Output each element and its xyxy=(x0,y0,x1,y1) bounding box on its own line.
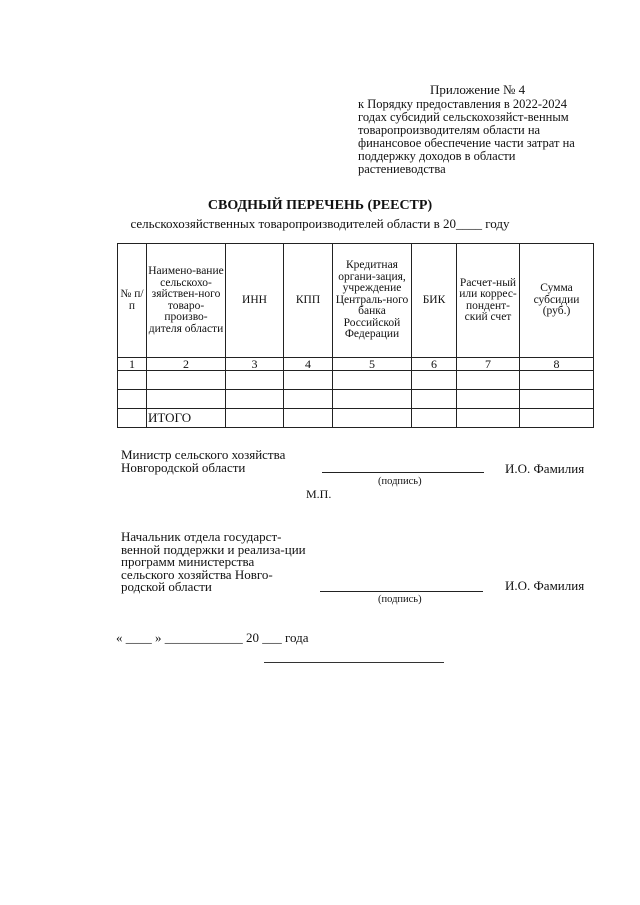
header-kpp: КПП xyxy=(284,244,333,358)
signature1-name: И.О. Фамилия xyxy=(505,461,585,476)
footer-divider xyxy=(264,662,444,663)
header-producer-name: Наимено-вание сельскохо-зяйствен-ного товаро-произво-дителя области xyxy=(147,244,226,358)
signature2-name: И.О. Фамилия xyxy=(505,578,585,593)
header-subsidy-amount: Сумма субсидии (руб.) xyxy=(520,244,594,358)
appendix-text: к Порядку предоставления в 2022-2024 годах субсидий сельскохозяйст-венным товаропроизводителям области на финансовое обеспечение части затрат на поддержку доходов в области растениеводства xyxy=(358,97,575,176)
document-title: СВОДНЫЙ ПЕРЕЧЕНЬ (РЕЕСТР) xyxy=(207,198,433,213)
header-number: № п/п xyxy=(118,244,147,358)
table-row xyxy=(118,390,594,409)
date-line: « ____ » ____________ 20 ___ года xyxy=(116,630,309,645)
header-credit-organization: Кредитная органи-зация, учреждение Централь-ного банка Российской Федерации xyxy=(333,244,412,358)
header-account: Расчет-ный или коррес-пондент-ский счет xyxy=(457,244,520,358)
appendix-title: Приложение № 4 xyxy=(430,82,526,97)
column-number: 6 xyxy=(412,358,457,371)
header-inn: ИНН xyxy=(226,244,284,358)
signature1-caption: (подпись) xyxy=(378,476,422,487)
registry-table xyxy=(117,243,594,428)
total-row xyxy=(118,409,594,428)
signature1-title: Министр сельского хозяйства Новгородской области xyxy=(121,447,286,475)
header-bik: БИК xyxy=(412,244,457,358)
column-number: 1 xyxy=(118,358,147,371)
table-header-row xyxy=(118,244,594,358)
column-number: 5 xyxy=(333,358,412,371)
column-number: 3 xyxy=(226,358,284,371)
column-number-row xyxy=(118,358,594,371)
signature2-line xyxy=(320,591,483,592)
column-number: 7 xyxy=(457,358,520,371)
signature2-caption: (подпись) xyxy=(378,594,422,605)
signature2-title: Начальник отдела государст-венной поддержки и реализа-ции программ министерства сельского хозяйства Новго-родской области xyxy=(121,529,306,594)
stamp-placeholder: М.П. xyxy=(306,487,332,501)
table-row xyxy=(118,371,594,390)
total-label: ИТОГО xyxy=(147,409,226,428)
column-number: 2 xyxy=(147,358,226,371)
column-number: 4 xyxy=(284,358,333,371)
column-number: 8 xyxy=(520,358,594,371)
signature1-line xyxy=(322,472,484,473)
document-subtitle: сельскохозяйственных товаропроизводителей области в 20____ году xyxy=(130,216,510,231)
